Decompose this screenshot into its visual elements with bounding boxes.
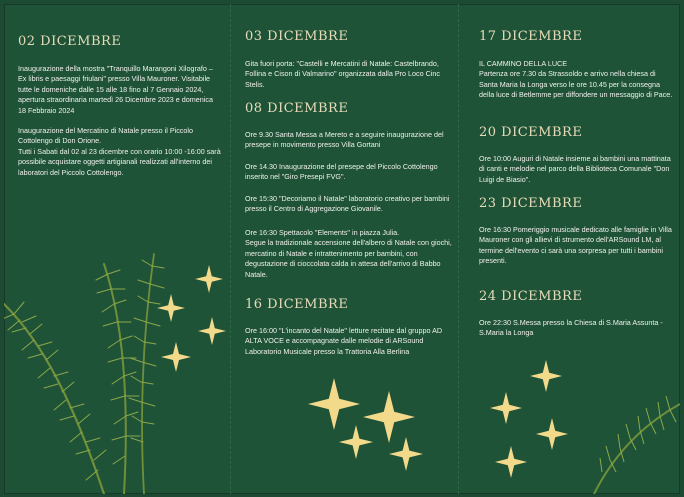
brochure-sheet <box>4 4 680 494</box>
event-cammino-title: IL CAMMINO DELLA LUCE <box>479 59 568 68</box>
event-cammino-luce <box>479 59 675 101</box>
event-presepe-cottolengo: Ore 14.30 Inaugurazione del presepe del Piccolo Cottolengo inserito nel "Giro Presepi FVG". <box>245 162 438 182</box>
heading-17-dicembre: 17 DICEMBRE <box>479 29 583 44</box>
event-mercatino-orari: Tutti i Sabati dal 02 al 23 dicembre con orario 10:00 -16:00 sarà possibile acquistare oggetti artigianali realizzati all'interno dei laboratori del Piccolo Cottolengo. <box>18 146 221 177</box>
heading-20-dicembre: 20 DICEMBRE <box>479 125 583 140</box>
event-auguri-natale: Ore 10:00 Auguri di Natale insieme ai bambini una mattinata di canti e melodie nel parco della Biblioteca Comunale "Don Luigi de Biasio". <box>479 154 671 184</box>
heading-23-dicembre: 23 DICEMBRE <box>479 196 583 211</box>
heading-24-dicembre: 24 DICEMBRE <box>479 289 583 304</box>
panel-right <box>458 4 680 494</box>
event-incanto-natale: Ore 16:00 "L'incanto del Natale" letture recitate dal gruppo AD ALTA VOCE e accompagnate dalle melodie di ARSound Laboratorio Musicale presso la Trattoria Alla Berlina <box>245 326 443 356</box>
event-spettacolo-title: Ore 16:30 Spettacolo "Elements" in piazza Julia. <box>245 228 400 237</box>
event-mercatino-natale: Inaugurazione del Mercatino di Natale presso il Piccolo Cottolengo di Don Orione. <box>18 126 193 146</box>
event-accensione-albero: Segue la tradizionale accensione dell'albero di Natale con giochi, mercatino di Natale e intrattenimento per bambini, con degustazione di cioccolata calda in attesa dell'arrivo di Babbo Natale. <box>245 238 452 279</box>
event-decoriamo-natale: Ore 15:30 "Decoriamo il Natale" laboratorio creativo per bambini presso il Centro di Aggregazione Giovanile. <box>245 194 450 214</box>
event-santa-messa-assunta: Ore 22:30 S.Messa presso la Chiesa di S.Maria Assunta - S.Maria la Longa <box>479 318 663 338</box>
panel-left <box>4 4 230 494</box>
panel-center <box>230 4 458 494</box>
heading-03-dicembre: 03 DICEMBRE <box>245 29 349 44</box>
event-cammino-details: Partenza ore 7.30 da Strassoldo e arrivo nella chiesa di Santa Maria la Longa verso le ore 10.45 per la consegna della luce di Betlemme per diffondere un messaggio di Pace. <box>479 69 673 100</box>
text-block-02-dicembre <box>18 64 222 178</box>
heading-08-dicembre: 08 DICEMBRE <box>245 101 349 116</box>
event-santa-messa-mereto: Ore 9.30 Santa Messa a Mereto e a seguire inaugurazione del presepe in movimento presso Villa Gortani <box>245 130 444 150</box>
heading-02-dicembre: 02 DICEMBRE <box>18 34 122 49</box>
event-pomeriggio-musicale: Ore 16:30 Pomeriggio musicale dedicato alle famiglie in Villa Mauroner con gli allievi di strumento dell'ARSound LM, al termine dell'evento ci sarà una sorpresa per tutti i bambini presenti. <box>479 225 672 266</box>
event-spettacolo-elements <box>245 228 453 280</box>
event-mostra-marangoni: Inaugurazione della mostra "Tranquillo Marangoni Xilografo – Ex libris e paesaggi friulani" presso Villa Mauroner. Visitabile tutte le domeniche dalle 15 alle 18 fino al 7 Gennaio 2024, apertura straordinaria martedì 26 Dicembre 2023 e domenica 18 Febbraio 2024 <box>18 64 213 115</box>
heading-16-dicembre: 16 DICEMBRE <box>245 297 349 312</box>
event-gita-fuori-porta: Gita fuori porta: "Castelli e Mercatini di Natale: Castelbrando, Follina e Cison di Valmarino" organizzata dalla Pro Loco Cinc Stelis. <box>245 59 440 89</box>
